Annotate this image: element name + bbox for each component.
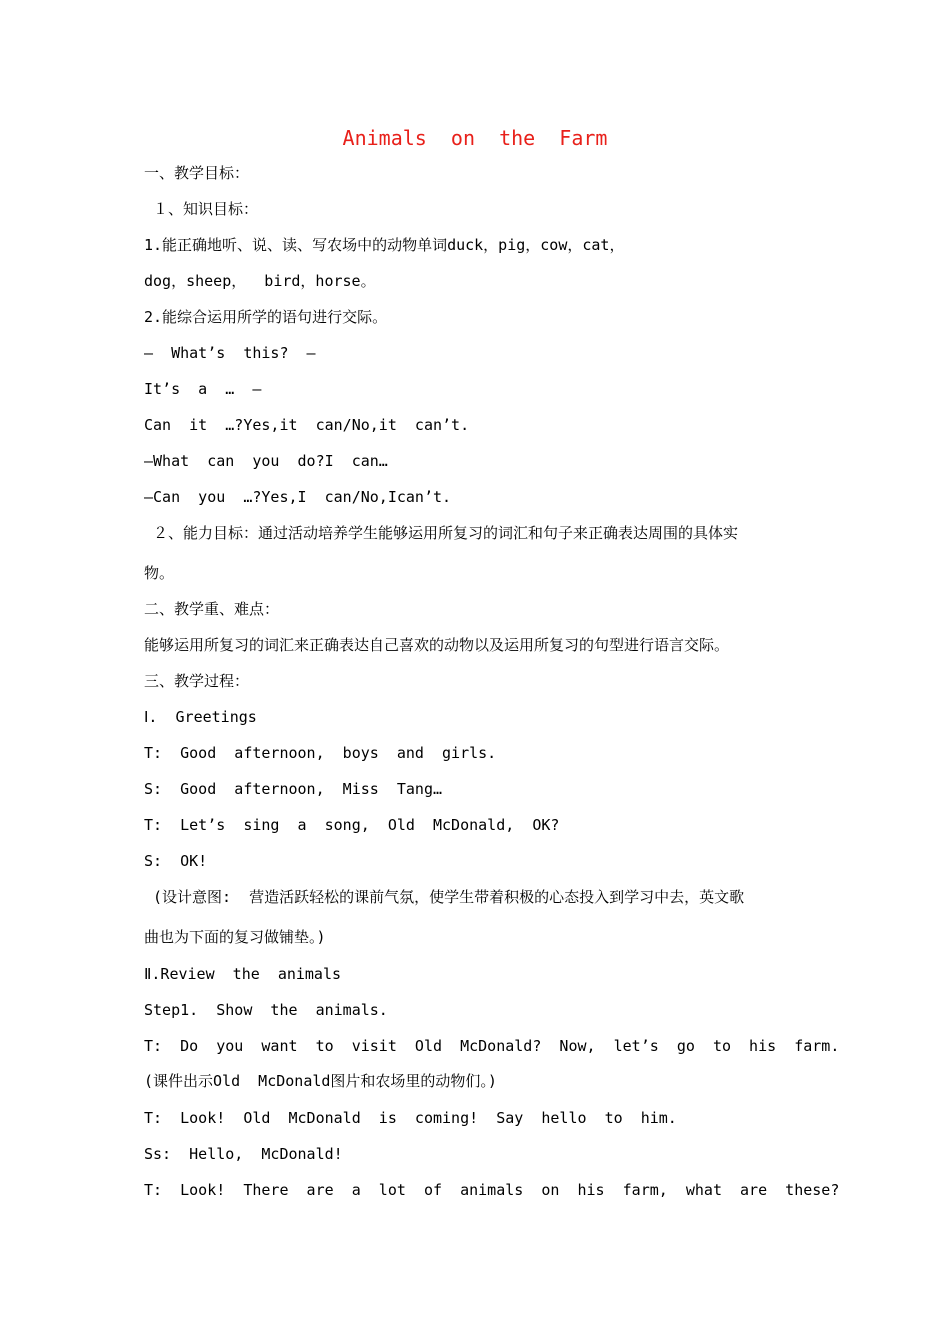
- text-line: dog，sheep， bird，horse。: [144, 272, 376, 290]
- text-line: 1.能正确地听、说、读、写农场中的动物单词duck，pig，cow，cat，: [144, 236, 625, 254]
- step-heading-review: Ⅱ.Review the animals: [144, 965, 342, 983]
- dialogue-line: Can it …?Yes,it can/No,it can’t.: [144, 416, 470, 434]
- dialogue-line: T: Good afternoon, boys and girls.: [144, 744, 497, 762]
- dialogue-line: —Can you …?Yes,I can/No,Ican’t.: [144, 488, 452, 506]
- subheading-knowledge-objectives: １、知识目标：: [144, 200, 259, 218]
- step-subheading: Step1. Show the animals.: [144, 1001, 388, 1019]
- text-line: 物。: [144, 564, 175, 582]
- dialogue-line: S: OK!: [144, 852, 208, 870]
- design-intent-note: 曲也为下面的复习做铺垫。): [144, 928, 326, 946]
- dialogue-line: T: Let’s sing a song, Old McDonald, OK?: [144, 816, 560, 834]
- step-heading-greetings: Ⅰ. Greetings: [144, 708, 257, 726]
- dialogue-line: It’s a … —: [144, 380, 262, 398]
- text-line: 能够运用所复习的词汇来正确表达自己喜欢的动物以及运用所复习的句型进行语言交际。: [144, 636, 730, 654]
- section-heading-process: 三、教学过程：: [144, 672, 250, 690]
- section-heading-key-points: 二、教学重、难点：: [144, 600, 280, 618]
- courseware-note: (课件出示Old McDonald图片和农场里的动物们。): [144, 1072, 497, 1090]
- section-heading-objectives: 一、教学目标：: [144, 164, 250, 182]
- dialogue-line: T: Look! Old McDonald is coming! Say hello to him.: [144, 1109, 677, 1127]
- dialogue-line: — What’s this? —: [144, 344, 316, 362]
- dialogue-line: T: Look! There are a lot of animals on his farm, what are these?: [144, 1181, 840, 1199]
- subheading-ability-objectives: ２、能力目标：通过活动培养学生能够运用所复习的词汇和句子来正确表达周围的具体实: [144, 524, 739, 542]
- text-line: 2.能综合运用所学的语句进行交际。: [144, 308, 388, 326]
- design-intent-note: (设计意图: 营造活跃轻松的课前气氛，使学生带着积极的心态投入到学习中去，英文歌: [144, 888, 745, 906]
- dialogue-line: —What can you do?I can…: [144, 452, 388, 470]
- document-title: Animals on the Farm: [342, 126, 608, 150]
- dialogue-line: Ss: Hello, McDonald!: [144, 1145, 343, 1163]
- dialogue-line: T: Do you want to visit Old McDonald? Now, let’s go to his farm.: [144, 1037, 840, 1055]
- dialogue-line: S: Good afternoon, Miss Tang…: [144, 780, 443, 798]
